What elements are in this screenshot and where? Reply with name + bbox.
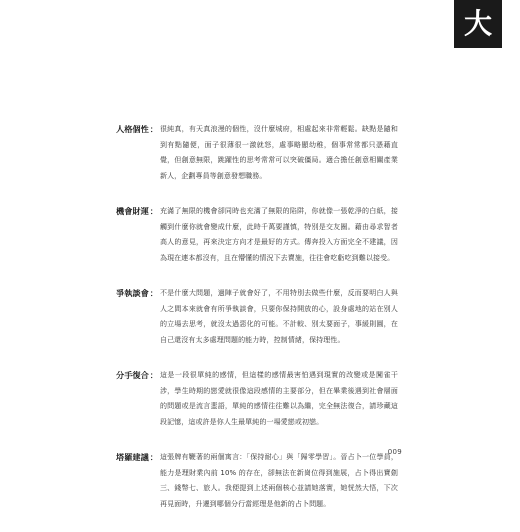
section-text: 不是什麼大問題，過陣子就會好了，不用特別去做些什麼，反而要明白人與人之間本來就會有所爭執談會，只要你保持開放的心，設身處地的站在別人的立場去思考，就沒太過惡化的可能。不計較、別太要面子，事緩則圓，在自己還沒有太多處理問題的能力時，控制情緒，保持理性。: [159, 289, 398, 344]
section-personality: 人格個性 ： 很純真，有天真浪漫的個性，沒什麼城府，相處起來非常輕鬆。缺點是隨和到有點隨便，面子很薄很一激就怒，處事略顯幼稚，個事常常都只憑藉直覺，但創意無限，跳躍性的思考常常可以突破僵局。適合擔任創意相關產業新人，企劃專員等創意發想職務。: [116, 122, 398, 184]
section-fortune: 機會財運 ： 充滿了無限的機會卻同時也充滿了無限的陷阱，你就像一張乾淨的白紙，接觸到什麼你就會變成什麼，此時千萬要謹慎，特別是交友圈。藉由尋求智者高人的意見，再來決定方向才是最好的方式。傳奔投入方面完全不建議，因為現在連本都沒有，且在懵懂的情況下去賣施，往往會吃虧吃到難以接受。: [116, 204, 398, 266]
chapter-tab: [454, 0, 502, 48]
section-text: 很純真，有天真浪漫的個性，沒什麼城府，相處起來非常輕鬆。缺點是隨和到有點隨便，面子很薄很一激就怒，處事略顯幼稚，個事常常都只憑藉直覺，但創意無限，跳躍性的思考常常可以突破僵局。適合擔任創意相關產業新人，企劃專員等創意發想職務。: [159, 125, 398, 180]
section-label: 爭執談會: [116, 288, 149, 298]
reading-sections: [116, 122, 398, 532]
section-label: 機會財運: [116, 206, 149, 216]
section-dispute: 爭執談會 ： 不是什麼大問題，過陣子就會好了，不用特別去做些什麼，反而要明白人與人之間本來就會有所爭執談會，只要你保持開放的心，設身處地的站在別人的立場去思考，就沒太過惡化的可能。不計較、別太要面子，事緩則圓，在自己還沒有太多處理問題的能力時，控制情緒，保持理性。: [116, 286, 398, 348]
section-tarot-advice: 塔羅建議 ： 這張牌有鞭著的兩個寓言：「保持耐心」與「歸零學習」。晉占卜一位學員，能力是理財業內前 10% 的存在，卻無法在新崗位得到施展，占卜得出寶劍三、錢幣七、旅人。我便提到上述兩個核心並請她落實，她恍然大悟，下次再見面時，升遷到哪個分行當經理是他新的占卜問題。: [116, 450, 398, 512]
section-text: 這張牌有鞭著的兩個寓言：「保持耐心」與「歸零學習」。晉占卜一位學員，能力是理財業內前 10% 的存在，卻無法在新崗位得到施展，占卜得出寶劍三、錢幣七、旅人。我便提到上述兩個核心並請她落實，她恍然大悟，下次再見面時，升遷到哪個分行當經理是他新的占卜問題。: [159, 453, 398, 508]
section-label: 塔羅建議: [116, 452, 149, 462]
section-text: 這是一段很單純的感情，但這樣的感情最害怕遇到現實的改變或是闖雀干涉，學生時期的戀愛就很像這段感情的主要部分，但在畢業後遇到社會層面的問題或是流言蜚語，單純的感情往往難以為繼，完全無法復合，請珍藏這段記憶，這或許是你人生最單純的一場愛戀或初戀。: [159, 371, 398, 426]
section-breakup: 分手復合 ： 這是一段很單純的感情，但這樣的感情最害怕遇到現實的改變或是闖雀干涉，學生時期的戀愛就很像這段感情的主要部分，但在畢業後遇到社會層面的問題或是流言蜚語，單純的感情往往難以為繼，完全無法復合，請珍藏這段記憶，這或許是你人生最單純的一場愛戀或初戀。: [116, 368, 398, 430]
page-number: 009: [387, 448, 402, 456]
section-text: 充滿了無限的機會卻同時也充滿了無限的陷阱，你就像一張乾淨的白紙，接觸到什麼你就會變成什麼，此時千萬要謹慎，特別是交友圈。藉由尋求智者高人的意見，再來決定方向才是最好的方式。傳奔投入方面完全不建議，因為現在連本都沒有，且在懵懂的情況下去賣施，往往會吃虧吃到難以接受。: [159, 207, 398, 262]
section-label: 人格個性: [116, 124, 149, 134]
section-label: 分手復合: [116, 370, 149, 380]
chapter-tab-char: 大: [463, 7, 492, 40]
